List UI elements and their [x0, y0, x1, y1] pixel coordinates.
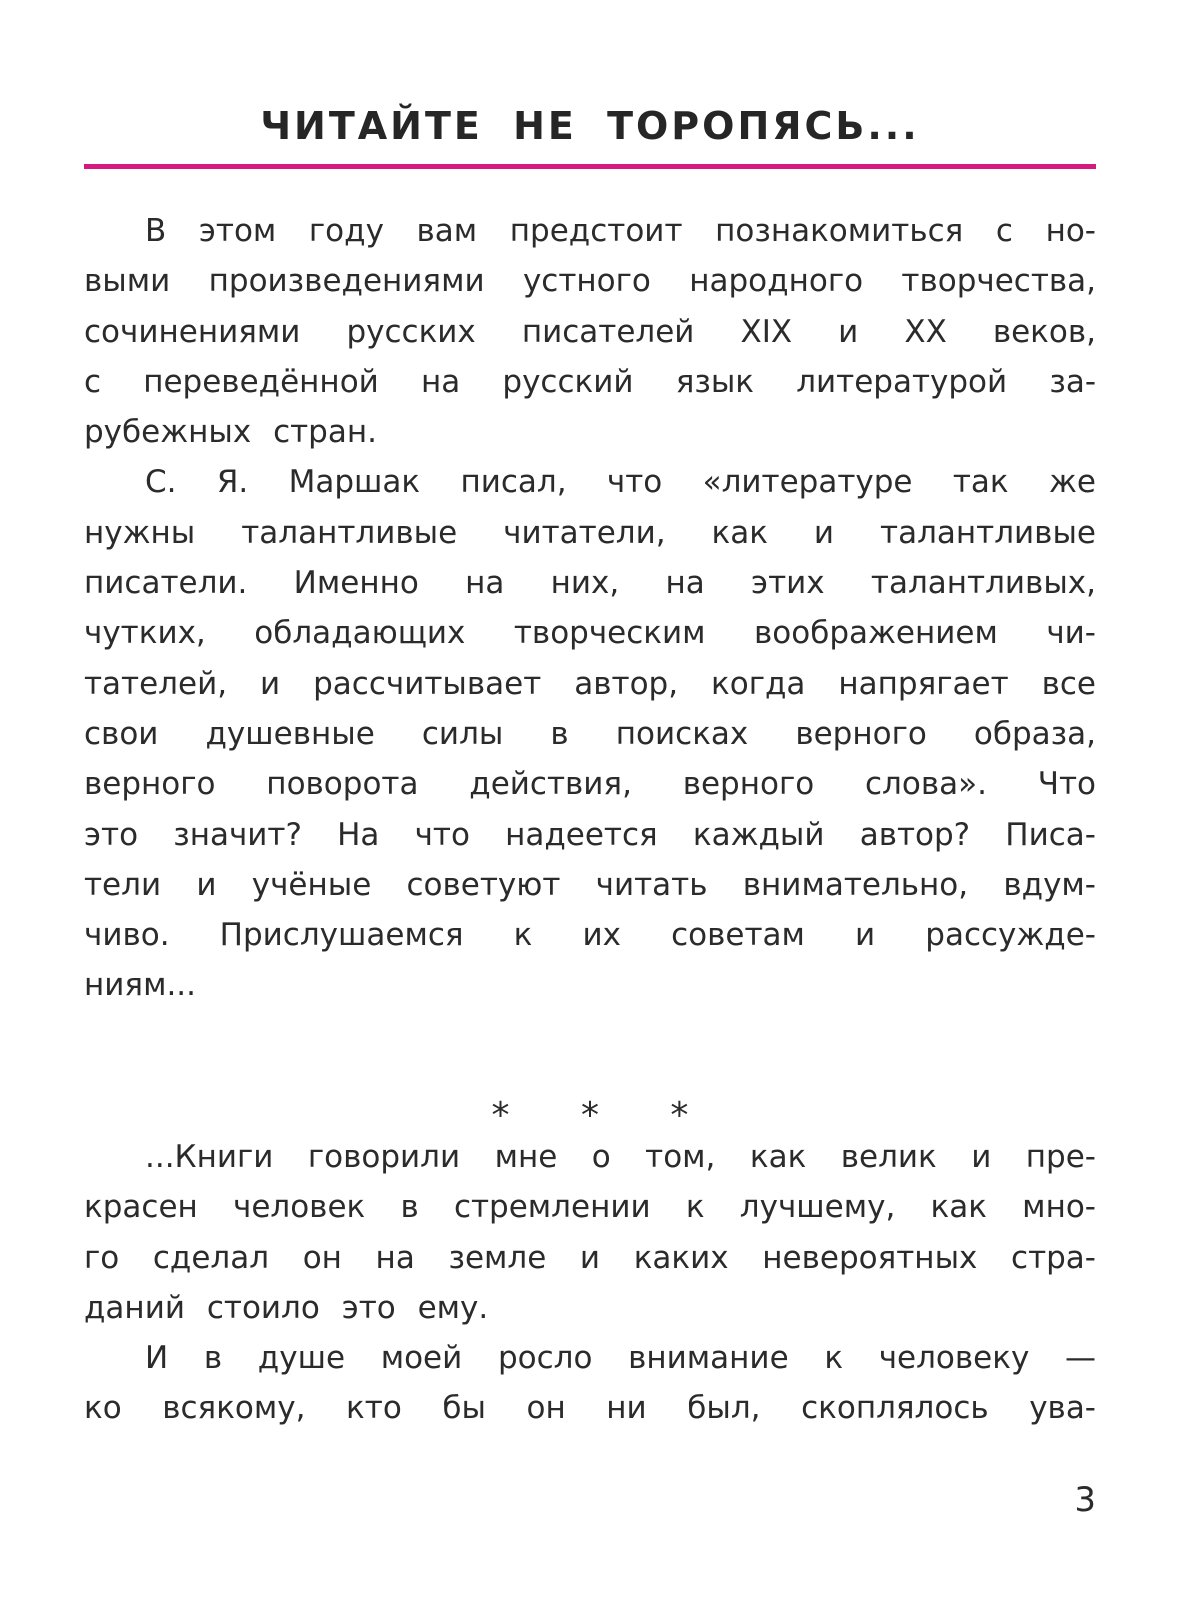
- text-line: чиво. Прислушаемся к их советам и рассужде-: [84, 917, 1096, 954]
- text-line: С. Я. Маршак писал, что «литературе так же: [145, 464, 1096, 501]
- text-line: рубежных стран.: [84, 414, 377, 451]
- text-line: даний стоило это ему.: [84, 1289, 489, 1326]
- title-underline: [84, 164, 1096, 169]
- text-line: сочинениями русских писателей XIX и XX веков,: [84, 313, 1096, 350]
- text-line: И в душе моей росло внимание к человеку —: [145, 1340, 1096, 1377]
- page-number: 3: [1074, 1480, 1096, 1520]
- text-line: ко всякому, кто бы он ни был, скоплялось ува-: [84, 1390, 1096, 1427]
- text-line: верного поворота действия, верного слова». Что: [84, 766, 1096, 803]
- text-line: тели и учёные советуют читать внимательно, вдум-: [84, 866, 1096, 903]
- text-line: В этом году вам предстоит познакомиться с но-: [145, 213, 1096, 249]
- text-line: это значит? На что надеется каждый автор? Писа-: [84, 816, 1096, 853]
- text-line: нужны талантливые читатели, как и талантливые: [84, 514, 1096, 551]
- text-line: красен человек в стремлении к лучшему, как мно-: [84, 1189, 1096, 1226]
- text-line: чутких, обладающих творческим воображением чи-: [84, 615, 1096, 652]
- quote-text: [84, 1132, 1096, 1434]
- text-line: свои душевные силы в поисках верного образа,: [84, 715, 1096, 752]
- intro-text: [84, 206, 1096, 1011]
- text-line: ...Книги говорили мне о том, как велик и пре-: [145, 1139, 1096, 1175]
- text-line: выми произведениями устного народного творчества,: [84, 263, 1096, 300]
- text-line: с переведённой на русский язык литературой за-: [84, 363, 1096, 400]
- text-line: писатели. Именно на них, на этих талантливых,: [84, 565, 1096, 602]
- text-line: тателей, и рассчитывает автор, когда напрягает все: [84, 665, 1096, 702]
- text-line: го сделал он на земле и каких невероятных стра-: [84, 1239, 1096, 1276]
- section-separator: * * *: [491, 1095, 719, 1136]
- page-title: ЧИТАЙТЕ НЕ ТОРОПЯСЬ...: [260, 104, 920, 148]
- text-line: ниям...: [84, 967, 197, 1004]
